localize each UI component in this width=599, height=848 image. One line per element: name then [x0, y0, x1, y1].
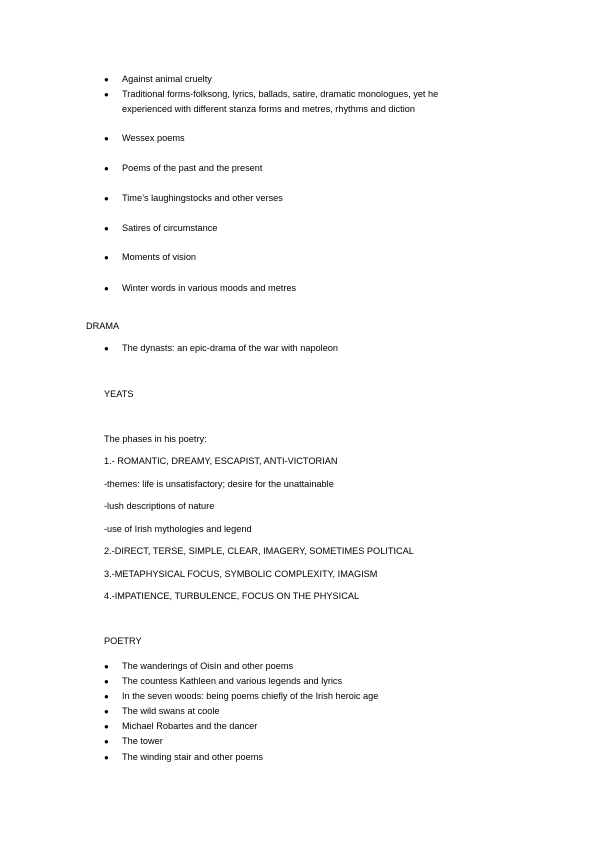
list-item: ● Traditional forms-folksong, lyrics, ballads, satire, dramatic monologues, yet he	[104, 89, 439, 99]
phase-line: -themes: life is unsatisfactory; desire for the unattainable	[104, 479, 334, 489]
phase-line: 4.-IMPATIENCE, TURBULENCE, FOCUS ON THE PHYSICAL	[104, 591, 360, 601]
bullet-icon: ●	[104, 134, 109, 143]
list-item: ● The wild swans at coole	[104, 706, 220, 716]
list-item: ● Winter words in various moods and metres	[104, 283, 297, 293]
bullet-icon: ●	[104, 722, 109, 731]
section-heading-drama: DRAMA	[86, 321, 120, 331]
bullet-icon: ●	[104, 75, 109, 84]
bullet-icon: ●	[104, 194, 109, 203]
section-heading-poetry: POETRY	[104, 636, 142, 646]
phase-line: 2.-DIRECT, TERSE, SIMPLE, CLEAR, IMAGERY, SOMETIMES POLITICAL	[104, 546, 414, 556]
bullet-icon: ●	[104, 284, 109, 293]
bullet-icon: ●	[104, 253, 109, 262]
bullet-icon: ●	[104, 662, 109, 671]
bullet-icon: ●	[104, 90, 109, 99]
list-item: ● The wanderings of Oisín and other poems	[104, 661, 294, 671]
phases-title: The phases in his poetry:	[104, 434, 207, 444]
section-heading-yeats: YEATS	[104, 389, 134, 399]
list-item: ● Wessex poems	[104, 133, 185, 143]
list-item-continuation: experienced with different stanza forms and metres, rhythms and diction	[122, 104, 415, 114]
list-item: ● Time’s laughingstocks and other verses	[104, 193, 283, 203]
bullet-icon: ●	[104, 164, 109, 173]
phase-line: 3.-METAPHYSICAL FOCUS, SYMBOLIC COMPLEXITY, IMAGISM	[104, 569, 378, 579]
phase-line: 1.- ROMANTIC, DREAMY, ESCAPIST, ANTI-VICTORIAN	[104, 456, 338, 466]
list-item: ● The winding stair and other poems	[104, 752, 263, 762]
list-item: ● Moments of vision	[104, 252, 197, 262]
bullet-icon: ●	[104, 344, 109, 353]
bullet-icon: ●	[104, 224, 109, 233]
list-item: ● Poems of the past and the present	[104, 163, 263, 173]
bullet-icon: ●	[104, 677, 109, 686]
list-item: ● The dynasts: an epic-drama of the war with napoleon	[104, 343, 339, 353]
list-item: ● In the seven woods: being poems chiefly of the Irish heroic age	[104, 691, 379, 701]
bullet-icon: ●	[104, 692, 109, 701]
bullet-icon: ●	[104, 707, 109, 716]
list-item: ● Satires of circumstance	[104, 223, 218, 233]
bullet-icon: ●	[104, 753, 109, 762]
list-item: ● The countess Kathleen and various legends and lyrics	[104, 676, 343, 686]
phase-line: -use of Irish mythologies and legend	[104, 524, 252, 534]
list-item: ● Against animal cruelty	[104, 74, 212, 84]
list-item: ● The tower	[104, 736, 163, 746]
list-item: ● Michael Robartes and the dancer	[104, 721, 258, 731]
bullet-icon: ●	[104, 737, 109, 746]
phase-line: -lush descriptions of nature	[104, 501, 215, 511]
